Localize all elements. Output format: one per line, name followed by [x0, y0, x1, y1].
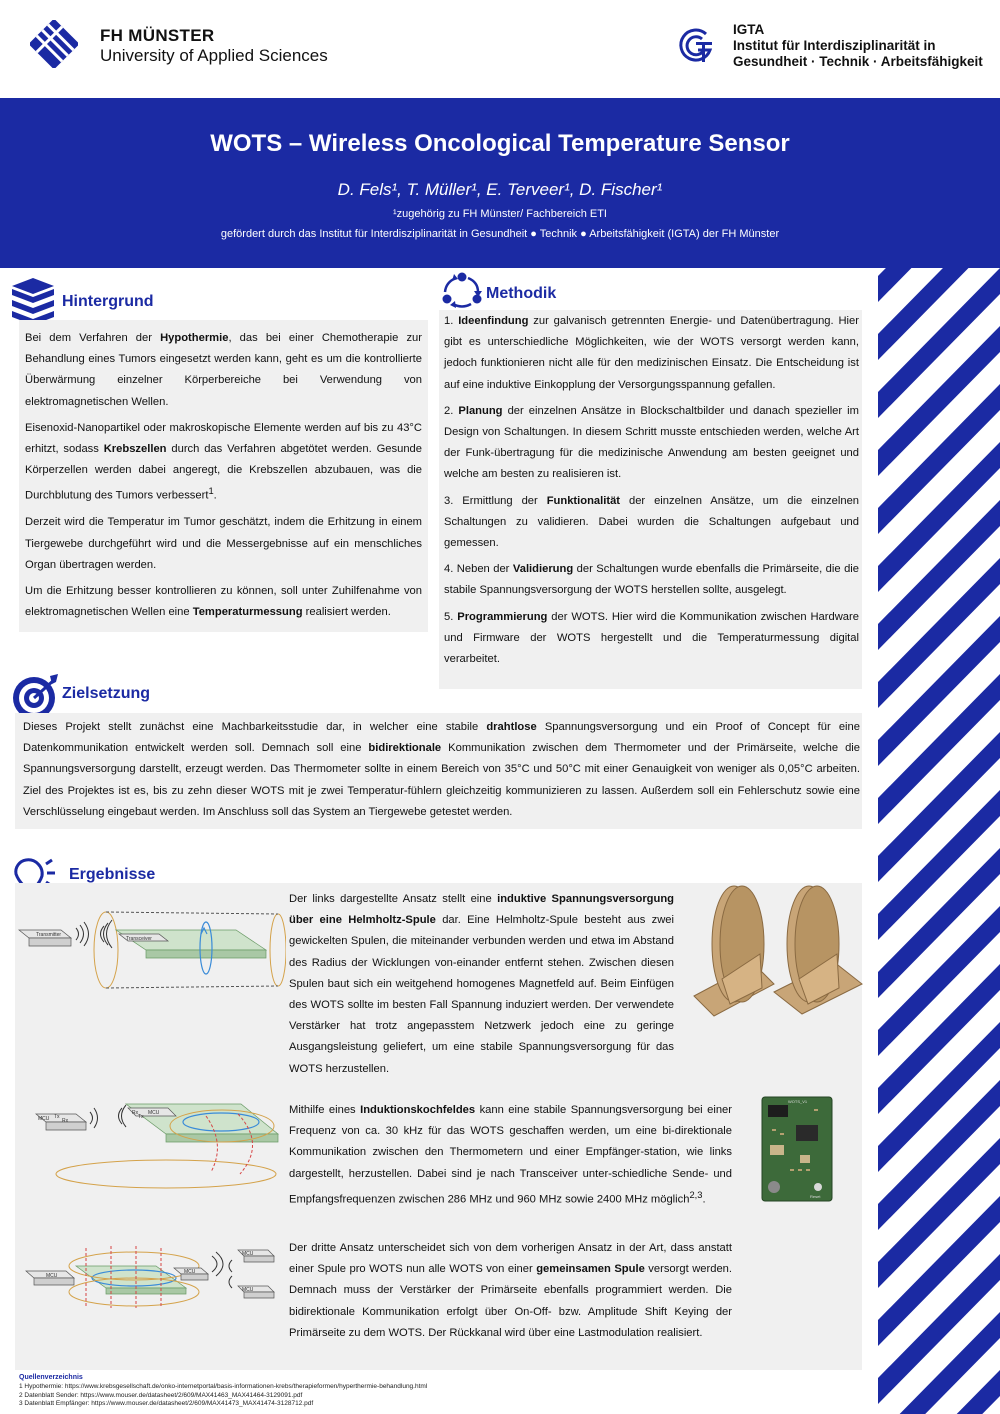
footnote-ref: 2,3	[689, 1189, 703, 1200]
mcu-label-4: MCU	[184, 1269, 196, 1275]
zielsetzung-panel	[15, 713, 862, 829]
common-coil-diagram	[16, 1236, 286, 1336]
tx-label-2: Tx	[138, 1114, 144, 1120]
induction-cooktop-diagram	[16, 1094, 286, 1194]
text-run: 5.	[444, 610, 458, 623]
bold-term: induktive Spannungsversorgung über eine Helmholtz-Spule	[289, 893, 675, 927]
bold-term: Temperaturmessung	[192, 606, 303, 619]
ergebnisse-text-1	[289, 889, 674, 1085]
text-run: Der dritte Ansatz unterscheidet sich von dem vorherigen Ansatz in der Art, dass anstatt einer Spule pro WOTS nun alle WOTS von einer	[289, 1242, 732, 1276]
fh-muenster-logo	[30, 20, 78, 68]
methodik-text	[444, 311, 859, 675]
bold-term: Programmierung	[457, 610, 548, 623]
funding-note: gefördert durch das Institut für Interdisziplinarität in Gesundheit ● Technik ● Arbeitsfähigkeit (IGTA) der FH Münster	[220, 228, 780, 240]
zielsetzung-paragraph	[23, 717, 860, 823]
text-run: Mithilfe eines	[289, 1104, 361, 1116]
igta-logo	[676, 26, 716, 66]
text-run: 1.	[444, 315, 459, 327]
hintergrund-text	[25, 328, 422, 628]
footnote-ref: 1	[208, 486, 214, 497]
text-run: realisiert werden.	[302, 606, 391, 619]
ergebnisse-text-3	[289, 1238, 732, 1349]
text-run: Eisenoxid-Nanopartikel oder makroskopische Elemente werden auf bis zu 43°C erhitzt, sodass	[25, 421, 422, 456]
text-run: zur galvanisch getrennten Energie- und Datenübertragung. Hier gibt es unterschiedliche Möglichkeiten, wie der WOTS versorgt werden kann, jedoch funktionieren nicht alle für den medizinischen Einsatz. Die Entscheidung ist auf eine induktive Einkopplung der Versorgungsspannung gefallen.	[444, 315, 859, 391]
text-run: kann eine stabile Spannungsversorgung bei einer Frequenz von ca. 30 kHz für das WOTS geschaffen werden, um eine bi-direktionale Kommunikation zwischen den Thermometern und einer Empfänger-station, wie links dargestellt, herzustellen. Dabei sind je nach Transceiver unter-schiedliche Sende- und Empfangsfrequenzen zwischen 286 MHz und 960 MHz sowie 2400 MHz möglich	[289, 1104, 732, 1206]
bold-term: Induktionskochfeldes	[360, 1104, 476, 1116]
methodik-step-5	[444, 607, 859, 671]
references	[19, 1374, 719, 1409]
mcu-label-6: MCU	[242, 1287, 254, 1293]
methodik-step-4	[444, 559, 859, 601]
bold-term: Krebszellen	[103, 443, 167, 456]
methodik-step-3	[444, 491, 859, 555]
text-run: Um die Erhitzung besser kontrollieren zu können, soll unter Zuhilfenahme von elektromagnetischen Wellen eine	[25, 584, 422, 619]
hintergrund-paragraph-1	[25, 328, 422, 413]
tx-label-1: Tx	[54, 1114, 60, 1120]
bold-term: gemeinsamen Spule	[536, 1263, 645, 1276]
wots-pcb-photo	[760, 1095, 834, 1203]
text-run: der Schaltungen wurde ebenfalls die Primärseite, die die stabile Spannungsversorgung der WOTS herstellen sollte, ausgelegt.	[444, 563, 859, 597]
ergebnisse-heading: Ergebnisse	[69, 866, 156, 883]
decorative-stripes	[878, 268, 1000, 1414]
transceiver-label: Transceiver	[126, 936, 152, 942]
zielsetzung-text	[23, 717, 860, 828]
mcu-label-3: MCU	[46, 1273, 58, 1279]
hintergrund-panel	[19, 320, 428, 632]
reference-item[interactable]: 2 Datenblatt Sender: https://www.mouser.de/datasheet/2/609/MAX41463_MAX41464-3129091.pdf	[19, 1391, 303, 1399]
reference-item[interactable]: 3 Datenblatt Empfänger: https://www.mouser.de/datasheet/2/609/MAX41473_MAX41474-3128712.pdf	[19, 1400, 314, 1408]
reference-item[interactable]: 1 Hypothermie: https://www.krebsgesellschaft.de/onko-internetportal/basis-informationen-krebs/therapieformen/hyperthermie-behandlung.html	[19, 1382, 428, 1390]
hintergrund-heading: Hintergrund	[62, 293, 154, 310]
text-run: Derzeit wird die Temperatur im Tumor geschätzt, indem die Erhitzung in einem Tiergewebe durchgeführt wird und die Messergebnisse auf ein menschliches Organ übertragen werden.	[25, 516, 422, 571]
rx-label-2: Rx	[132, 1110, 139, 1116]
bold-term: drahtlose	[486, 721, 537, 733]
transmitter-label: Transmitter	[36, 932, 62, 938]
bold-term: Ideenfindung	[458, 315, 529, 327]
title-banner	[0, 98, 1000, 268]
igta-name	[733, 22, 983, 70]
text-run: Der links dargestellte Ansatz stellt eine	[289, 893, 498, 905]
text-run: Dieses Projekt stellt zunächst eine Machbarkeitsstudie dar, in welcher eine stabile	[23, 721, 487, 733]
institution-subtitle: University of Applied Sciences	[100, 46, 328, 65]
text-run: der WOTS. Hier wird die Kommunikation zwischen Hardware und Firmware der WOTS hergestellt und die Temperaturmessung digital verarbeitet.	[444, 610, 859, 666]
pcb-reset-label: Reset	[810, 1194, 821, 1199]
igta-abbreviation: IGTA	[733, 22, 765, 37]
text-run: .	[702, 1193, 706, 1206]
text-run: 3. Ermittlung der	[444, 494, 547, 507]
text-run: Bei dem Verfahren der	[25, 332, 161, 344]
mcu-label-2: MCU	[148, 1110, 160, 1116]
text-run: dar. Eine Helmholtz-Spule besteht aus zwei gewickelten Spulen, die miteinander verbunden werden und etwa im Abstand des Radius der Wicklungen von-einander entfernt stehen. Zwischen diesen Spulen baut sich ein weitgehend homogenes Magnetfeld auf. Beim Einfügen des WOTS sollte im besten Fall Spannung induziert werden. Der verwendete Verstärker hat trotz angepasstem Netzwerk jedoch eine zu geringe Ausgangsleistung geliefert, um eine stabile Spannungsversorgung für das WOTS herzustellen.	[289, 914, 674, 1075]
igta-line-1: Institut für Interdisziplinarität in	[733, 38, 936, 53]
bold-term: Hypothermie	[160, 332, 229, 344]
bold-term: bidirektionale	[368, 742, 442, 755]
text-run: , das bei einer Chemotherapie zur Behandlung eines Tumors eingesetzt werden kann, geht es um die kontrollierte Überwärmung einzelner Körperbereiche bei Verwendung von elektromagnetischen Wellen.	[25, 332, 422, 408]
bold-term: Funktionalität	[546, 494, 621, 507]
text-run: der einzelnen Ansätze in Blockschaltbilder und danach spezieller im Design von Schaltungen. In diesem Schritt musste entschieden werden, welche Art der Funk-übertragung für die medizinische Anwendung am besten geeignet und welche am besten zu realisieren ist.	[444, 404, 859, 481]
text-run: Kommunikation zwischen dem Thermometer und der Primärseite, welche die Spannungsversorgung darstellt, erzeugt werden. Das Thermometer sollte in einem Bereich von 35°C und 50°C mit einer Genauigkeit von weniger als 0,05°C arbeiten. Ziel des Projektes ist es, bis zu zehn dieser WOTS mit je zwei Temperatur-fühlern gleichzeitig kommunizieren zu lassen. Außerdem soll ein Fehlerschutz sowie eine Verschlüsselung eingebaut werden. Im Anschluss soll das System an Tiergewebe getestet werden.	[23, 742, 861, 818]
authors: D. Fels¹, T. Müller¹, E. Terveer¹, D. Fischer¹	[337, 180, 663, 199]
helmholtz-coil-diagram	[16, 890, 286, 990]
pcb-marking: WOTS_V1	[788, 1099, 808, 1104]
hintergrund-paragraph-2	[25, 418, 422, 508]
igta-line-2: Gesundheit · Technik · Arbeitsfähigkeit	[733, 54, 983, 69]
text-run: der einzelnen Ansätze, um die einzelnen Schaltungen zu validieren. Dabei wurden die Schaltungen aufgebaut und gemessen.	[444, 494, 860, 550]
rx-label-1: Rx	[62, 1118, 69, 1124]
institution-name: FH MÜNSTER	[100, 26, 215, 45]
bold-term: Validierung	[512, 563, 574, 576]
methodik-heading: Methodik	[486, 285, 557, 302]
poster-title: WOTS – Wireless Oncological Temperature Sensor	[210, 130, 790, 157]
bold-term: Planung	[458, 404, 503, 417]
helmholtz-coil-photo	[684, 884, 874, 1019]
zielsetzung-heading: Zielsetzung	[62, 685, 151, 702]
mcu-label-5: MCU	[242, 1251, 254, 1257]
ergebnisse-paragraph-3	[289, 1238, 732, 1344]
ergebnisse-paragraph-1	[289, 889, 674, 1080]
methodik-step-2	[444, 401, 859, 486]
cycle-arrows-icon	[441, 272, 483, 310]
text-run: Spannungsversorgung und ein Proof of Concept für eine Datenkommunikation entwickelt werden soll. Demnach soll eine	[23, 721, 860, 755]
affiliation: ¹zugehörig zu FH Münster/ Fachbereich ETI	[393, 208, 607, 220]
hintergrund-paragraph-4	[25, 581, 422, 623]
methodik-panel	[439, 310, 862, 689]
text-run: .	[213, 490, 217, 503]
hintergrund-paragraph-3	[25, 512, 422, 576]
text-run: 4. Neben der	[444, 563, 513, 576]
text-run: 2.	[444, 404, 459, 417]
methodik-step-1	[444, 311, 859, 396]
text-run: versorgt werden. Demnach muss der Verstärker der Primärseite ebenfalls programmiert werden. Die bidirektionale Kommunikation erfolgt über On-Off- bzw. Amplitude Shift Keying der Primärseite zu dem WOTS. Der Rückkanal wird über eine Lastmodulation realisiert.	[289, 1263, 732, 1339]
text-run: durch das Verfahren abgetötet werden. Gesunde Körperzellen werden dabei angeregt, die Krebszellen abzubauen, was die Durchblutung des Tumors verbessert	[25, 443, 422, 503]
ergebnisse-paragraph-2	[289, 1100, 732, 1211]
references-title: Quellenverzeichnis	[19, 1374, 83, 1381]
mcu-label-1: MCU	[38, 1116, 50, 1122]
ergebnisse-text-2	[289, 1100, 732, 1216]
